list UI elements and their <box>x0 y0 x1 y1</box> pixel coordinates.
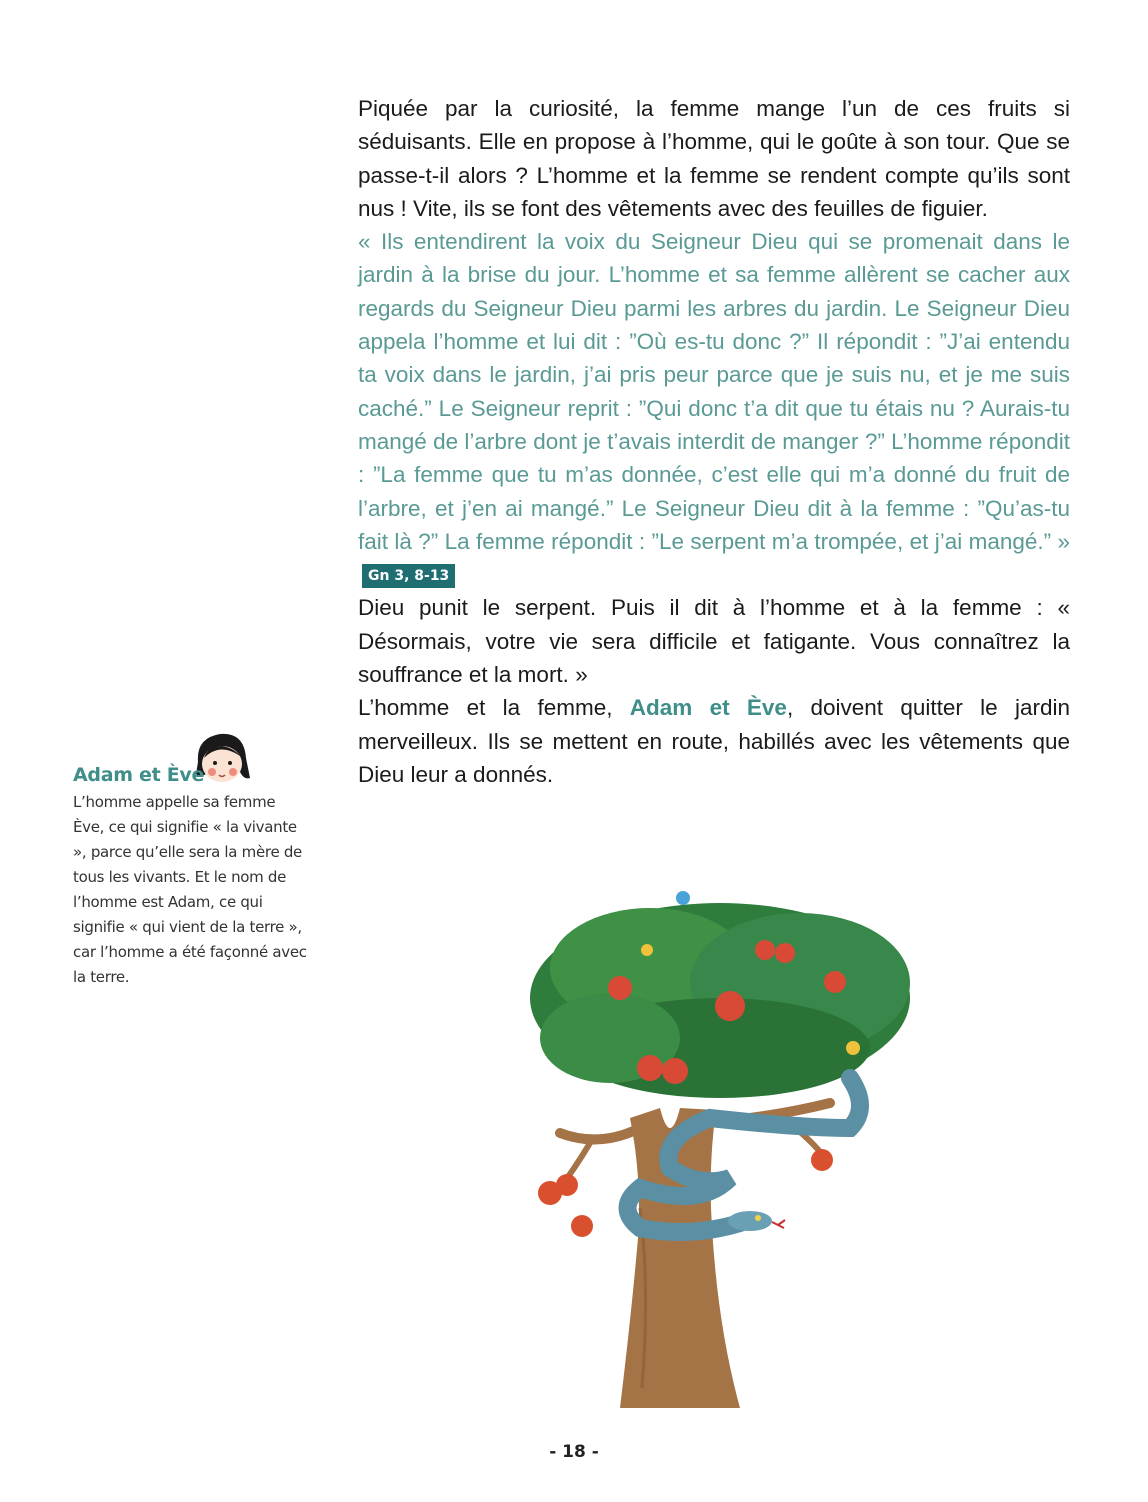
apple-tree-with-serpent-icon <box>520 888 940 1418</box>
paragraph-2: Dieu punit le serpent. Puis il dit à l’homme et à la femme : « Désormais, votre vie sera difficile et fatigante. Vous connaîtrez la souffrance et la mort. » <box>358 595 1070 688</box>
paragraph-1: Piquée par la curiosité, la femme mange l’un de ces fruits si séduisants. Elle en propose à l’homme, qui le goûte à son tour. Que se passe-t-il alors ? L’homme et la femme se rendent compte qu’ils sont nus ! Vite, ils se font des vêtements avec des feuilles de figuier. <box>358 96 1070 221</box>
paragraph-3 <box>358 691 1070 791</box>
page-number: - 18 - <box>549 1442 599 1462</box>
paragraph-3-start: L’homme et la femme, <box>358 695 630 721</box>
paragraph-3-end: , doivent quitter le jardin merveilleux. Ils se mettent en route, habillés avec les vêtements que Dieu leur a donnés. <box>358 695 1071 787</box>
bible-quote <box>358 225 1070 591</box>
quote-reference-badge: Gn 3, 8-13 <box>362 564 455 588</box>
sidebar-title: Adam et Ève <box>73 764 205 786</box>
sidebar-note <box>73 762 309 990</box>
main-text <box>358 92 1070 791</box>
adam-eve-highlight: Adam et Ève <box>629 695 787 721</box>
sidebar-body: L’homme appelle sa femme Ève, ce qui signifie « la vivante », parce qu’elle sera la mère de tous les vivants. Et le nom de l’homme est Adam, ce qui signifie « qui vient de la terre », car l’homme a été façonné avec la terre. <box>73 793 307 986</box>
bible-quote-text: « Ils entendirent la voix du Seigneur Dieu qui se promenait dans le jardin à la brise du jour. L’homme et sa femme allèrent se cacher aux regards du Seigneur Dieu parmi les arbres du jardin. Le Seigneur Dieu appela l’homme et lui dit : ”Où es-tu donc ?” Il répondit : ”J’ai entendu ta voix dans le jardin, j’ai pris peur parce que je suis nu, et je me suis caché.” Le Seigneur reprit : ”Qui donc t’a dit que tu étais nu ? Aurais-tu mangé de l’arbre dont je t’avais interdit de manger ?” L’homme répondit : ”La femme que tu m’as donnée, c’est elle qui m’a donné du fruit de l’arbre, et j’en ai mangé.” Le Seigneur Dieu dit à la femme : ”Qu’as-tu fait là ?” La femme répondit : ”Le serpent m’a trompée, et j’ai mangé.” » <box>358 229 1070 554</box>
